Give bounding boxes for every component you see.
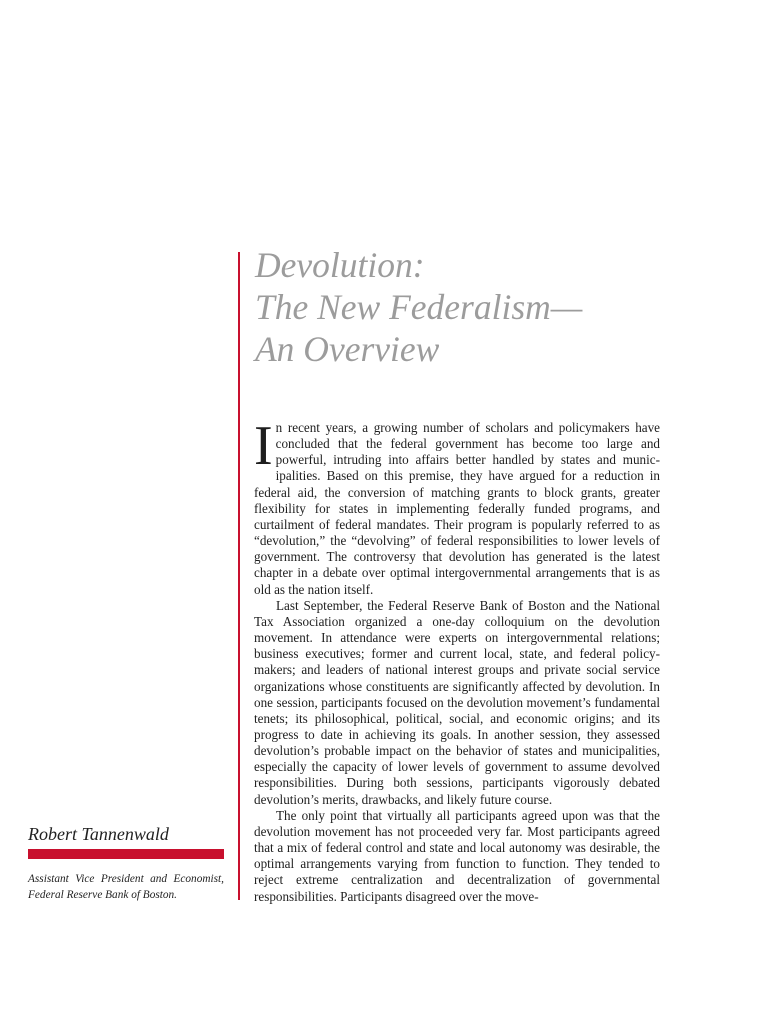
- accent-vertical-rule: [238, 252, 240, 900]
- paragraph-3: The only point that virtually all participants agreed upon was that the devolution movement has not proceeded very far. Most participants agreed that a mix of federal control and state and local autonomy was desirable, the optimal arrangements varying from function to function. They tended to reject extreme centralization and decentralization of governmental responsibilities. Participants disagreed over the move-: [254, 807, 660, 904]
- paragraph-1-text: n recent years, a growing number of scholars and policymakers have concluded that the federal government has become too large and powerful, intruding into affairs better handled by states and municipalities. Based on this premise, they have argued for a reduction in federal aid, the conversion of matching grants to block grants, greater flexibility for states in implementing federally funded programs, and curtailment of federal mandates. Their program is popularly referred to as “devolution,” the “devolving” of federal responsibilities to lower levels of government. The controversy that devolution has generated is the latest chapter in a debate over optimal intergovernmental arrangements that is as old as the nation itself.: [254, 420, 660, 597]
- title-line-1: Devolution:: [255, 245, 425, 285]
- drop-cap: I: [254, 415, 273, 477]
- paragraph-1: [254, 415, 660, 598]
- paragraph-2: Last September, the Federal Reserve Bank of Boston and the National Tax Association organized a one-day colloquium on the devolution movement. In attendance were experts on intergovernmental relations; business executives; former and current local, state, and federal policymakers; and leaders of national interest groups and private social service organizations whose constituents are significantly affected by devolution. In one session, participants focused on the devolution movement’s fundamental tenets; its philosophical, political, social, and economic origins; and its progress to date in achieving its goals. In another session, they assessed devolution’s probable impact on the behavior of states and municipalities, especially the capacity of lower levels of government to assume devolved responsibilities. During both sessions, participants vigorously debated devolution’s merits, drawbacks, and likely future course.: [254, 597, 660, 807]
- article-title: [255, 244, 582, 370]
- title-line-2: The New Federalism—: [255, 287, 583, 327]
- author-bio: Assistant Vice President and Economist, Federal Reserve Bank of Boston.: [28, 873, 224, 901]
- title-line-3: An Overview: [255, 329, 440, 369]
- article-body: [254, 415, 660, 905]
- author-name: Robert Tannenwald: [28, 824, 169, 844]
- author-accent-bar: [28, 849, 224, 859]
